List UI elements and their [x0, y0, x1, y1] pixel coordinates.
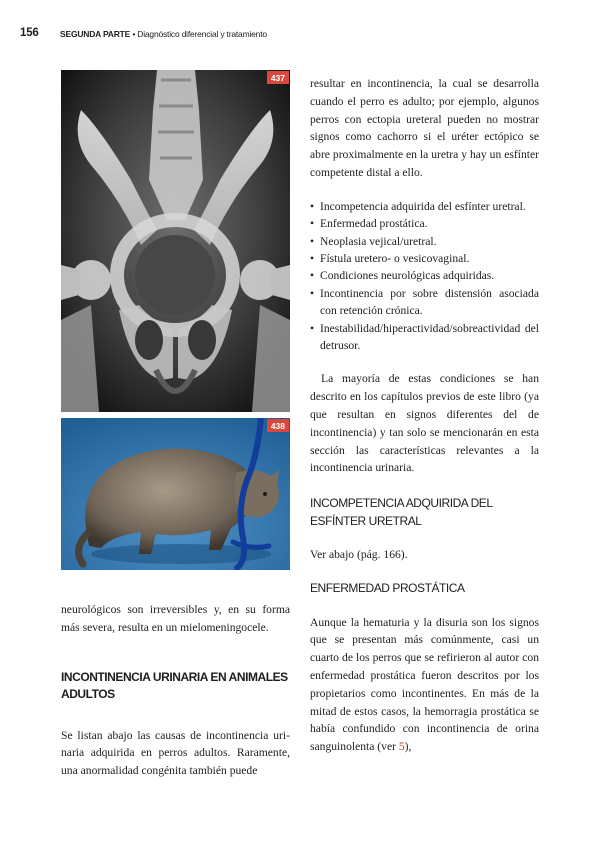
list-item: • Enfermedad prostática.: [310, 215, 539, 232]
page-number: 156: [20, 27, 39, 39]
causes-list: [310, 198, 539, 355]
separator-bullet: •: [132, 28, 136, 39]
figure-number-badge: 437: [267, 71, 289, 84]
running-header: [20, 27, 580, 43]
paragraph-text-end: ),: [404, 740, 412, 754]
left-column: [61, 601, 290, 780]
list-item: • Condiciones neurológicas adquiridas.: [310, 267, 539, 284]
figure-438-photo: [61, 418, 290, 570]
continuation-paragraph: neurológicos son irreversibles y, en su forma más severa, resulta en un mielomeningocele.: [61, 603, 290, 634]
list-item: • Fístula uretero- o vesicovaginal.: [310, 250, 539, 267]
figure-number-badge: 438: [267, 419, 289, 432]
body-paragraph: Se listan abajo las causas de incontinencia urinaria adquirida en perros adultos. Raramente, una anormalidad congénita también puede: [61, 728, 290, 778]
chapter-reference-link[interactable]: 5: [398, 740, 405, 754]
continuation-paragraph: resultar en incontinencia, la cual se desarrolla cuando el perro es adulto; por ejemplo, algunos perros con ectopia ureteral pueden no mostrar signos como cachorro si el uréter ectópico se abre proximalmente en la uretra y hay un esfínter competente distal a ello.: [310, 77, 539, 179]
running-head-text: [60, 29, 267, 39]
list-item: • Inestabilidad/hiperactividad/sobreactividad del detrusor.: [310, 320, 539, 355]
part-label: SEGUNDA PARTE: [60, 28, 131, 39]
list-item: • Neoplasia vejical/uretral.: [310, 233, 539, 250]
figure-437-radiograph: [61, 70, 290, 412]
body-paragraph: [310, 614, 539, 756]
section-heading: INCONTINENCIA URINARIA EN ANIMALES ADULTOS: [61, 669, 288, 702]
body-paragraph: La mayoría de estas condiciones se han descrito en los capítulos previos de este libro (ya que resultan en signos diferentes del de incontinencia) y tan solo se mencionarán en esta sección las características relevantes a la incontinencia urinaria.: [310, 372, 539, 475]
section-heading: ENFERMEDAD PROSTÁTICA: [310, 581, 465, 596]
list-item: • Incontinencia por sobre distensión asociada con retención crónica.: [310, 285, 539, 320]
paragraph-text: Aunque la hematuria y la disuria son los signos que se presentan más comúnmente, casi un cuarto de los perros que se refirieron al autor con enfermedad prostática fueron descritos por los propietarios como incontinentes. En más de la mitad de estos casos, la hemorragia prostática se había confundido con incontinencia de orina sanguinolenta (ver: [310, 615, 539, 754]
right-column: [310, 75, 539, 756]
section-label: Diagnóstico diferencial y tratamiento: [137, 28, 267, 39]
list-item: • Incompetencia adquirida del esfínter uretral.: [310, 198, 539, 215]
body-paragraph: Ver abajo (pág. 166).: [310, 548, 408, 562]
radiograph-pelvis-image: [61, 70, 290, 412]
cat-with-blue-catheter-photo: [61, 418, 290, 570]
section-heading: INCOMPETENCIA ADQUIRIDA DEL ESFÍNTER URETRAL: [310, 496, 493, 528]
